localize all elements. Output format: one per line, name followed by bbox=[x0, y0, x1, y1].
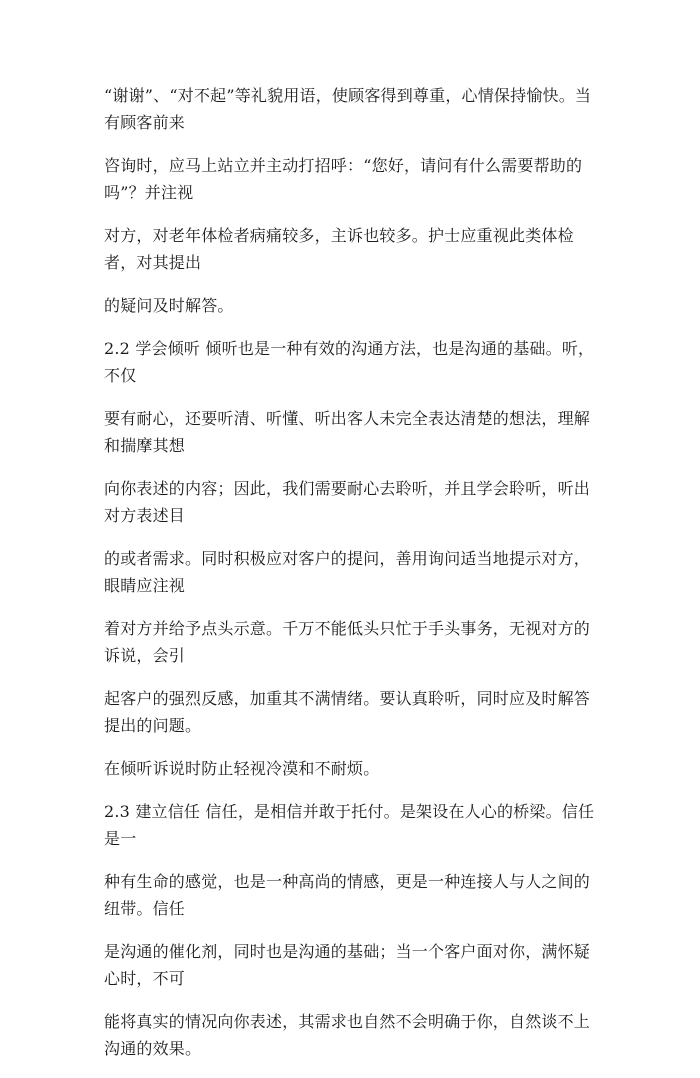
paragraph-15: 能将真实的情况向你表述，其需求也自然不会明确于你，自然谈不上沟通的效果。 bbox=[104, 1012, 591, 1058]
paragraph-4: 的疑问及时解答。 bbox=[104, 296, 234, 315]
document-body bbox=[104, 82, 600, 1078]
paragraph-10: 起客户的强烈反感，加重其不满情绪。要认真聆听，同时应及时解答提出的问题。 bbox=[104, 689, 591, 735]
paragraph-2: 咨询时，应马上站立并主动打招呼：“您好，请问有什么需要帮助的吗”？并注视 bbox=[104, 156, 583, 202]
paragraph-13: 种有生命的感觉，也是一种高尚的情感，更是一种连接人与人之间的纽带。信任 bbox=[104, 872, 591, 918]
paragraph-6: 要有耐心，还要听清、听懂、听出客人未完全表达清楚的想法，理解和揣摩其想 bbox=[104, 409, 591, 455]
paragraph-7: 向你表述的内容；因此，我们需要耐心去聆听，并且学会聆听，听出对方表述目 bbox=[104, 479, 591, 525]
section-2-3-heading-paragraph: 2.3 建立信任 信任，是相信并敢于托付。是架设在人心的桥梁。信任是一 bbox=[104, 802, 595, 848]
paragraph-9: 着对方并给予点头示意。千万不能低头只忙于手头事务，无视对方的诉说，会引 bbox=[104, 619, 591, 665]
paragraph-8: 的或者需求。同时积极应对客户的提问，善用询问适当地提示对方，眼睛应注视 bbox=[104, 549, 591, 595]
paragraph-3: 对方，对老年体检者病痛较多，主诉也较多。护士应重视此类体检者，对其提出 bbox=[104, 226, 574, 272]
paragraph-1: “谢谢”、“对不起”等礼貌用语，使顾客得到尊重，心情保持愉快。当有顾客前来 bbox=[104, 86, 592, 132]
paragraph-14: 是沟通的催化剂，同时也是沟通的基础；当一个客户面对你，满怀疑心时，不可 bbox=[104, 942, 591, 988]
paragraph-11: 在倾听诉说时防止轻视冷漠和不耐烦。 bbox=[104, 759, 380, 778]
section-2-2-heading-paragraph: 2.2 学会倾听 倾听也是一种有效的沟通方法，也是沟通的基础。听，不仅 bbox=[104, 339, 595, 385]
